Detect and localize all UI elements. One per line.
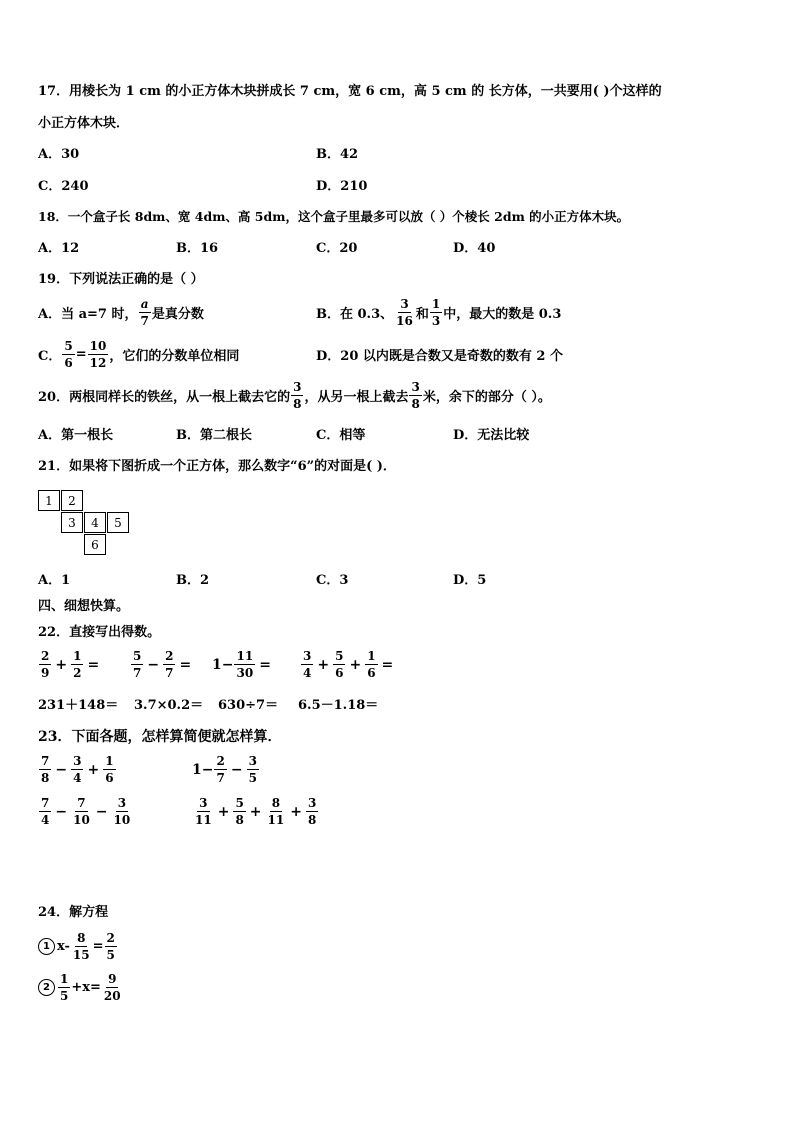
q21-option-c[interactable]: C．3 — [316, 573, 349, 588]
q20-suffix: 米，余下的部分（ ）。 — [422, 390, 551, 405]
cube-net-diagram — [38, 490, 130, 558]
equals-sign: = — [259, 656, 271, 673]
q23-expr-2 — [192, 755, 260, 784]
q22-expr-1 — [38, 650, 102, 679]
fraction — [306, 797, 318, 826]
fraction-numerator: 5 — [235, 796, 244, 810]
fraction-numerator: 7 — [41, 754, 50, 768]
q19-option-c[interactable] — [38, 340, 239, 369]
fraction-numerator: 3 — [400, 297, 409, 311]
fraction-numerator: 3 — [293, 380, 302, 394]
operator: − — [147, 656, 160, 673]
q20-option-c[interactable]: C．相等 — [316, 428, 366, 443]
equals-sign: = — [179, 656, 192, 673]
q17-option-b[interactable]: B．42 — [316, 147, 359, 162]
fraction-denominator: 5 — [248, 771, 257, 785]
q22-title: 22．直接写出得数。 — [38, 625, 161, 640]
fraction-denominator: 8 — [41, 771, 50, 785]
operator: − — [55, 803, 68, 820]
section-4-heading: 四、细想快算。 — [38, 599, 130, 614]
q22-expr-3 — [212, 650, 274, 679]
equation-prefix: x- — [57, 939, 70, 954]
fraction-denominator: 8 — [411, 397, 420, 411]
fraction-numerator: 2 — [41, 649, 50, 663]
fraction-numerator: 5 — [335, 649, 344, 663]
q22-calc-4: 6.5－1.18＝ — [298, 698, 379, 713]
q21-text: 21．如果将下图折成一个正方体，那么数字“6”的对面是( )． — [38, 459, 396, 474]
operator: − — [95, 803, 108, 820]
equals-sign: = — [92, 939, 104, 954]
q19-option-b[interactable] — [316, 298, 561, 327]
fraction-denominator: 6 — [367, 666, 376, 680]
fraction — [247, 755, 259, 784]
q24-title: 24．解方程 — [38, 905, 109, 920]
q19-option-d[interactable]: D．20 以内既是合数又是奇数的数有 2 个 — [316, 349, 563, 364]
fraction — [214, 755, 226, 784]
fraction-numerator: 2 — [165, 649, 174, 663]
q18-option-a[interactable]: A．12 — [38, 241, 80, 256]
q17-option-c[interactable]: C．240 — [38, 179, 89, 194]
fraction-denominator: 12 — [89, 356, 107, 370]
operator: + — [249, 803, 262, 820]
fraction-numerator: 5 — [64, 339, 73, 353]
q23-expr-3 — [38, 797, 133, 826]
circled-number-1: 1 — [38, 938, 55, 955]
equation-middle: +x= — [71, 980, 101, 995]
fraction-denominator: 6 — [335, 666, 344, 680]
fraction-numerator: 7 — [77, 796, 86, 810]
fraction-denominator: 8 — [293, 397, 302, 411]
fraction-numerator: 1 — [105, 754, 114, 768]
fraction-denominator: 4 — [303, 666, 312, 680]
q17-text-line2: 小正方体木块． — [38, 116, 130, 131]
fraction-denominator: 6 — [64, 356, 73, 370]
q21-option-a[interactable]: A．1 — [38, 573, 71, 588]
fraction-numerator: 8 — [271, 796, 281, 810]
q17-text-line1: 17．用棱长为 1 cm 的小正方体木块拼成长 7 cm，宽 6 cm，高 5 cm 的 长方体，一共要用( )个这样的 — [38, 84, 662, 99]
q22-expr-4 — [300, 650, 396, 679]
operator: + — [290, 803, 302, 820]
q20-mid: ，从另一根上截去 — [304, 390, 409, 405]
fraction-denominator: 7 — [165, 666, 174, 680]
operator: − — [55, 761, 68, 778]
fraction — [233, 797, 245, 826]
net-cell-2: 2 — [61, 490, 83, 511]
q22-calc-1: 231＋148＝ — [38, 698, 119, 713]
fraction-numerator: 1 — [73, 649, 82, 663]
fraction — [39, 797, 51, 826]
fraction-numerator: 3 — [73, 754, 82, 768]
fraction — [103, 755, 115, 784]
fraction-denominator: 7 — [140, 314, 149, 328]
fraction-denominator: 10 — [113, 813, 131, 827]
fraction-numerator: 3 — [307, 796, 317, 810]
q19-a-suffix: 是真分数 — [151, 307, 204, 322]
fraction — [301, 650, 313, 679]
fraction-denominator: 3 — [431, 314, 441, 328]
fraction-denominator: 15 — [72, 948, 90, 962]
q22-calc-2: 3.7×0.2＝ — [134, 698, 204, 713]
q19-b-fraction-2 — [430, 298, 442, 327]
fraction-denominator: 5 — [60, 989, 69, 1003]
q20-option-a[interactable]: A．第一根长 — [38, 428, 114, 443]
q19-text: 19．下列说法正确的是（ ） — [38, 272, 204, 287]
fraction-denominator: 8 — [235, 813, 244, 827]
q22-calc-3: 630÷7＝ — [218, 698, 279, 713]
q17-option-a[interactable]: A．30 — [38, 147, 80, 162]
fraction — [234, 650, 255, 679]
q19-a-prefix: A．当 a=7 时， — [38, 307, 138, 322]
fraction-denominator: 4 — [73, 771, 82, 785]
fraction — [193, 797, 214, 826]
fraction-numerator: 8 — [77, 931, 86, 945]
net-cell-5: 5 — [107, 512, 129, 533]
net-cell-1: 1 — [38, 490, 60, 511]
fraction — [71, 755, 83, 784]
q19-b-prefix: B．在 0.3、 — [316, 307, 394, 322]
fraction-numerator: 1 — [431, 297, 441, 311]
fraction-denominator: 7 — [133, 666, 142, 680]
equals-sign: = — [381, 656, 394, 673]
fraction-denominator: 7 — [216, 771, 225, 785]
fraction — [266, 797, 287, 826]
fraction-denominator: 6 — [105, 771, 114, 785]
q19-c-equals: = — [75, 347, 87, 362]
q21-option-d[interactable]: D．5 — [453, 573, 487, 588]
operator: + — [55, 656, 68, 673]
q19-c-suffix: ，它们的分数单位相同 — [109, 349, 240, 364]
q18-text: 18．一个盒子长 8dm、宽 4dm、高 5dm，这个盒子里最多可以放（ ）个棱长 2dm 的小正方体木块。 — [38, 209, 630, 224]
fraction-denominator: 20 — [103, 989, 121, 1003]
q24-equation-1 — [38, 932, 118, 961]
q20-fraction-1 — [291, 381, 303, 410]
fraction — [102, 973, 123, 1002]
fraction-numerator: 3 — [117, 796, 127, 810]
q20-option-d[interactable]: D．无法比较 — [453, 428, 530, 443]
fraction-numerator: 2 — [106, 931, 115, 945]
q19-b-mid: 和 — [415, 307, 429, 322]
fraction-numerator: 5 — [133, 649, 142, 663]
fraction-denominator: 9 — [41, 666, 50, 680]
circled-number-2: 2 — [38, 979, 55, 996]
q23-expr-1 — [38, 755, 117, 784]
fraction-denominator: 8 — [307, 813, 317, 827]
fraction-numerator: 1 — [60, 972, 69, 986]
fraction-numerator: 2 — [216, 754, 225, 768]
fraction — [71, 932, 92, 961]
fraction-numerator: 10 — [89, 339, 107, 353]
fraction — [39, 650, 51, 679]
fraction-numerator: 7 — [41, 796, 50, 810]
q20-fraction-2 — [409, 381, 421, 410]
q18-option-d[interactable]: D．40 — [453, 241, 496, 256]
fraction-denominator: 30 — [236, 666, 254, 680]
q19-b-fraction-1 — [394, 298, 415, 327]
q24-equation-2 — [38, 973, 124, 1002]
fraction-denominator: 5 — [106, 948, 115, 962]
fraction — [365, 650, 377, 679]
fraction-denominator: 16 — [396, 314, 413, 328]
operator: + — [87, 761, 100, 778]
net-cell-6: 6 — [84, 534, 106, 555]
whole-number-part: 1− — [192, 761, 214, 778]
q19-b-suffix: 中，最大的数是 0.3 — [443, 307, 562, 322]
q20-option-b[interactable]: B．第二根长 — [176, 428, 252, 443]
q19-c-prefix: C． — [38, 349, 62, 364]
net-cell-4: 4 — [84, 512, 106, 533]
fraction-numerator: 3 — [303, 649, 312, 663]
q19-option-a[interactable] — [38, 298, 204, 327]
fraction — [39, 755, 51, 784]
fraction — [131, 650, 143, 679]
fraction — [71, 650, 83, 679]
fraction — [105, 932, 117, 961]
fraction-numerator: 3 — [248, 754, 257, 768]
whole-number-part: 1− — [212, 656, 234, 673]
fraction-denominator: 11 — [195, 813, 212, 827]
net-cell-3: 3 — [61, 512, 83, 533]
q23-expr-4 — [192, 797, 319, 826]
equals-sign: = — [87, 656, 100, 673]
q19-c-fraction-1 — [62, 340, 74, 369]
operator: + — [217, 803, 230, 820]
q23-title: 23．下面各题，怎样算简便就怎样算． — [38, 729, 282, 745]
fraction — [112, 797, 133, 826]
fraction-numerator: a — [140, 297, 149, 311]
q22-expr-2 — [130, 650, 194, 679]
fraction-numerator: 3 — [199, 796, 208, 810]
fraction — [58, 973, 70, 1002]
operator: + — [317, 656, 330, 673]
q21-option-b[interactable]: B．2 — [176, 573, 210, 588]
fraction — [163, 650, 175, 679]
fraction — [71, 797, 92, 826]
fraction-denominator: 10 — [73, 813, 90, 827]
q18-option-b[interactable]: B．16 — [176, 241, 219, 256]
fraction-numerator: 1 — [367, 649, 376, 663]
q20-prefix: 20．两根同样长的铁丝，从一根上截去它的 — [38, 390, 291, 405]
fraction-numerator: 9 — [108, 972, 117, 986]
fraction-numerator: 3 — [411, 380, 420, 394]
q19-a-fraction — [139, 298, 151, 327]
fraction — [333, 650, 345, 679]
q20-text — [38, 381, 551, 410]
fraction-denominator: 2 — [73, 666, 82, 680]
q17-option-d[interactable]: D．210 — [316, 179, 368, 194]
operator: − — [230, 761, 243, 778]
fraction-denominator: 4 — [41, 813, 50, 827]
operator: + — [349, 656, 362, 673]
q18-option-c[interactable]: C．20 — [316, 241, 358, 256]
fraction-denominator: 11 — [267, 813, 285, 827]
q19-c-fraction-2 — [88, 340, 109, 369]
fraction-numerator: 11 — [236, 649, 254, 663]
